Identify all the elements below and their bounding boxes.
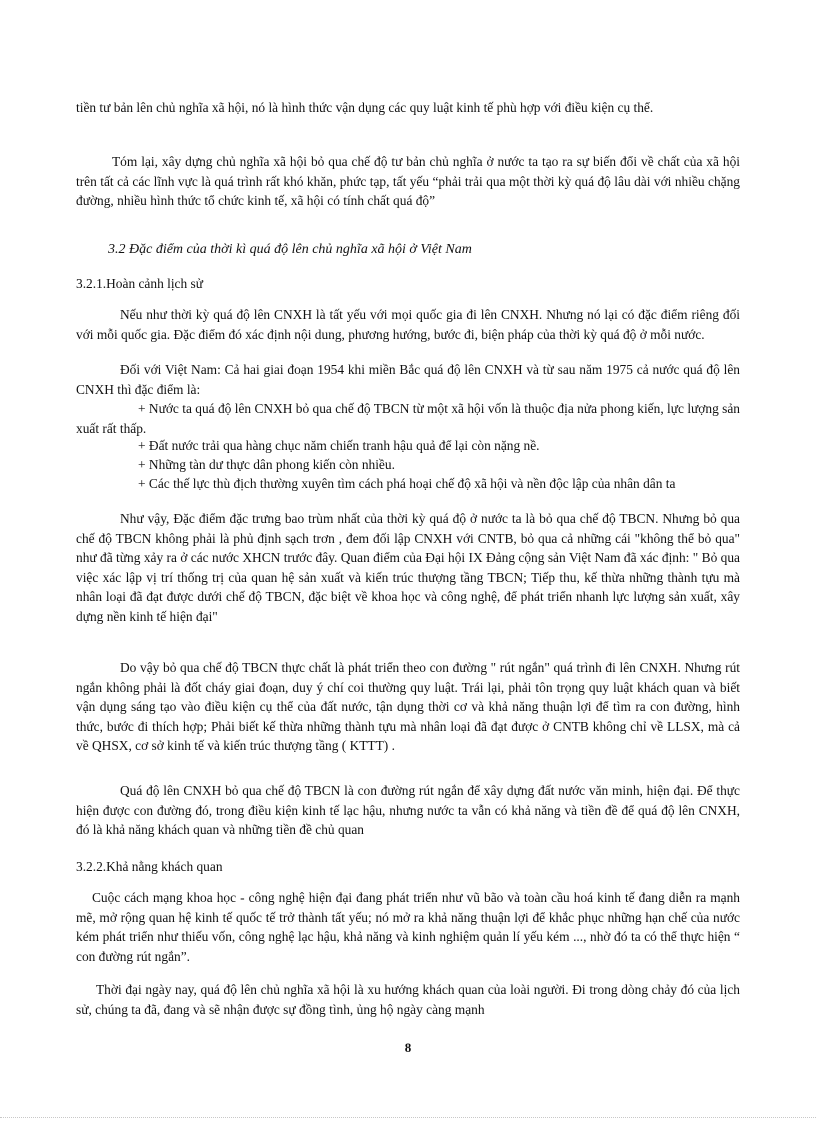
paragraph-thus: Như vậy, Đặc điểm đặc trưng bao trùm nhất của thời kỳ quá độ ở nước ta là bỏ qua chế độ TBCN. Nhưng bỏ qua chế độ TBCN không phải là phủ định sạch trơn , đem đối lập CNXH với CNTB, bỏ qua cả những cái "không thể bỏ qua" như đã từng xảy ra ở các nước XHCN trước đây. Quan điểm của Đại hội IX Đảng cộng sản Việt Nam đã xác định: " Bỏ qua việc xác lập vị trí thống trị của quan hệ sản xuất và kiến trúc thượng tầng TBCN; Tiếp thu, kế thừa những thành tựu mà nhân loại đã đạt được dưới chế độ TBCN, đặc biệt về khoa học và công nghệ, để phát triển nhanh lực lượng sản xuất, xây dựng nền kinh tế hiện đại" — [76, 511, 740, 624]
paragraph-summary: Tóm lại, xây dựng chủ nghĩa xã hội bỏ qua chế độ tư bản chủ nghĩa ở nước ta tạo ra sự biến đổi về chất của xã hội trên tất cả các lĩnh vực là quá trình rất khó khăn, phức tạp, tất yếu “phải trải qua một thời kỳ quá độ lâu dài với nhiều chặng đường, nhiều hình thức tổ chức kinh tế, xã hội có tính chất quá độ” — [76, 154, 740, 208]
bullet-item: + Nước ta quá độ lên CNXH bỏ qua chế độ TBCN từ một xã hội vốn là thuộc địa nửa phong kiến, lực lượng sản xuất rất thấp. — [76, 401, 740, 436]
paragraph-transition: Quá độ lên CNXH bỏ qua chế độ TBCN là con đường rút ngắn để xây dựng đất nước văn minh, hiện đại. Để thực hiện được con đường đó, trong điều kiện kinh tế lạc hậu, nhưng nước ta vẫn có khả năng và tiền đề để quá độ lên CNXH, đó là khả năng khách quan và những tiền đề chủ quan — [76, 783, 740, 837]
section-heading-3-2-2: 3.2.2.Khả nằng khách quan — [76, 859, 223, 874]
paragraph-therefore: Do vậy bỏ qua chế độ TBCN thực chất là phát triển theo con đường " rút ngắn" quá trình đi lên CNXH. Nhưng rút ngắn không phải là đốt cháy giai đoạn, duy ý chí coi thường quy luật. Trái lại, phải tôn trọng quy luật khách quan và biết vận dụng sáng tạo vào điều kiện cụ thể của đất nước, tận dụng thời cơ và khả năng thuận lợi để tìm ra con đường, hình thức, bước đi thích hợp; Phải biết kế thừa những thành tựu mà nhân loại đã đạt được ở CNTB không chỉ về LLSX, mà cả về QHSX, cơ sở kinh tế và kiến trúc thượng tầng ( KTTT) . — [76, 660, 740, 753]
section-heading-3-2: 3.2 Đặc điểm của thời kì quá độ lên chủ nghĩa xã hội ở Việt Nam — [108, 242, 472, 257]
bullet-item: + Các thế lực thù địch thường xuyên tìm cách phá hoại chế độ xã hội và nền độc lập của nhân dân ta — [138, 476, 676, 491]
page-number: 8 — [404, 1040, 412, 1055]
section-heading-3-2-1: 3.2.1.Hoàn cảnh lịch sử — [76, 276, 204, 291]
paragraph-vietnam: Đối với Việt Nam: Cả hai giai đoạn 1954 khi miền Bắc quá độ lên CNXH và từ sau năm 1975 cả nước quá độ lên CNXH thì đặc điểm là: — [76, 362, 740, 397]
page-bottom-divider — [0, 1117, 816, 1118]
bullet-item: + Đất nước trải qua hàng chục năm chiến tranh hậu quả để lại còn nặng nề. — [138, 438, 540, 453]
bullet-item: + Những tàn dư thực dân phong kiến còn nhiều. — [138, 457, 395, 472]
paragraph-continuation: tiền tư bản lên chủ nghĩa xã hội, nó là hình thức vận dụng các quy luật kinh tế phù hợp với điều kiện cụ thể. — [76, 100, 654, 115]
paragraph-revolution: Cuộc cách mạng khoa học - công nghệ hiện đại đang phát triển như vũ bão và toàn cầu hoá kinh tế đang diễn ra mạnh mẽ, mở rộng quan hệ kinh tế quốc tế trở thành tất yếu; nó mở ra khả năng thuận lợi để khắc phục những hạn chế của nước kém phát triển như thiếu vốn, công nghệ lạc hậu, khả năng và kinh nghiệm quản lí yếu kém ..., nhờ đó ta có thể thực hiện “ con đường rút ngắn”. — [76, 890, 740, 964]
paragraph-historical-context: Nếu như thời kỳ quá độ lên CNXH là tất yếu với mọi quốc gia đi lên CNXH. Nhưng nó lại có đặc điểm riêng đối với mỗi quốc gia. Đặc điểm đó xác định nội dung, phương hướng, bước đi, biện pháp của thời kỳ quá độ ở mỗi nước. — [76, 307, 740, 342]
paragraph-era: Thời đại ngày nay, quá độ lên chủ nghĩa xã hội là xu hướng khách quan của loài người. Đi trong dòng chảy đó của lịch sử, chúng ta đã, đang và sẽ nhận được sự đồng tình, ủng hộ ngày càng mạnh — [76, 982, 740, 1017]
